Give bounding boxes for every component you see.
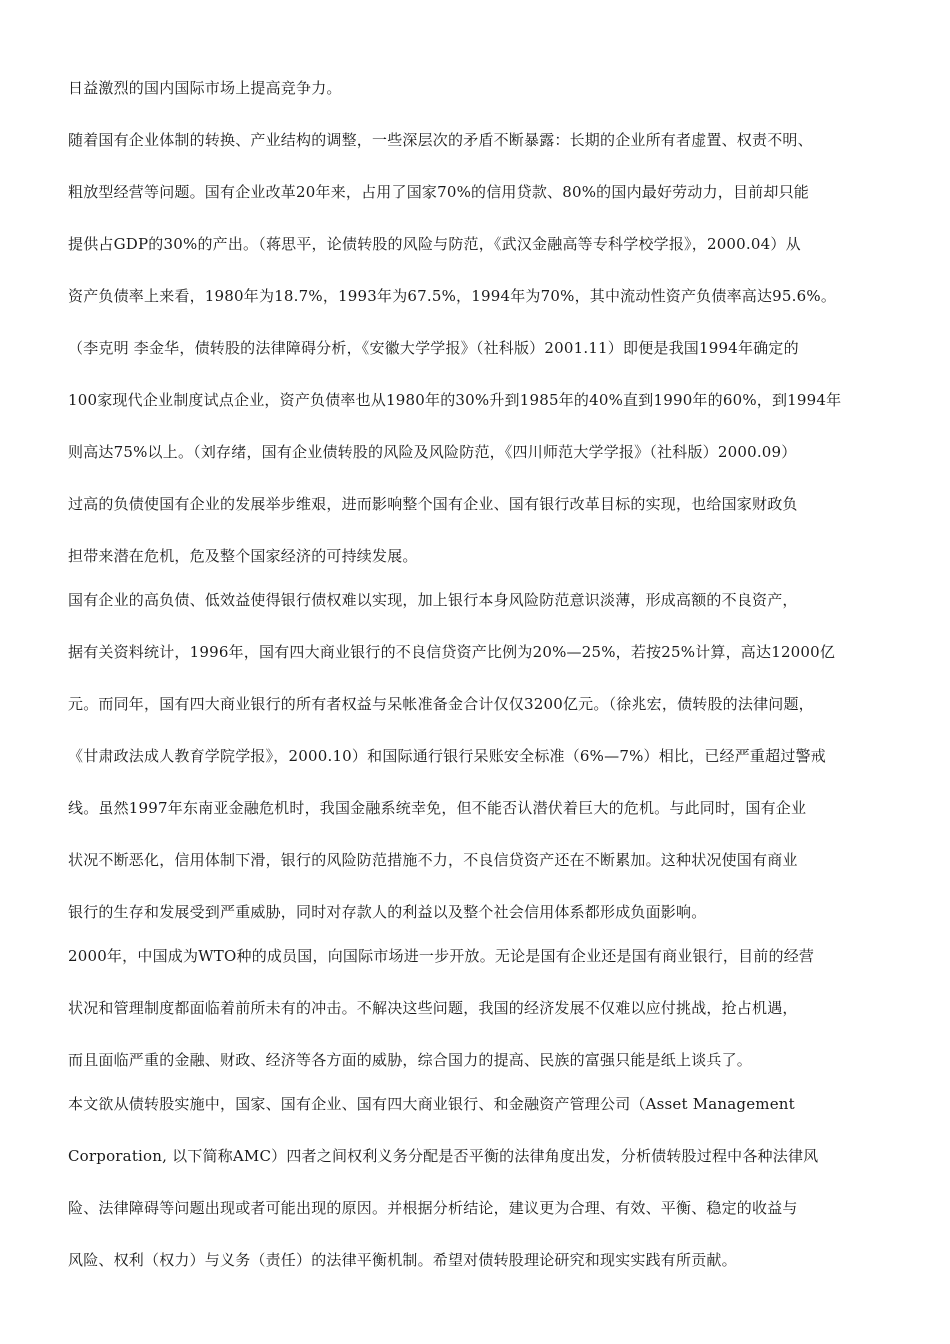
text-line: 线。虽然1997年东南亚金融危机时，我国金融系统幸免，但不能否认潜伏着巨大的危机。与此同时，国有企业: [68, 799, 807, 817]
text-line: 随着国有企业体制的转换、产业结构的调整，一些深层次的矛盾不断暴露：长期的企业所有者虚置、权责不明、: [68, 131, 813, 149]
text-line: 元。而同年，国有四大商业银行的所有者权益与呆帐准备金合计仅仅3200亿元。（徐兆宏，债转股的法律问题，: [68, 695, 814, 713]
text-line: 风险、权利（权力）与义务（责任）的法律平衡机制。希望对债转股理论研究和现实实践有所贡献。: [68, 1251, 737, 1269]
text-line: 2000年，中国成为WTO种的成员国，向国际市场进一步开放。无论是国有企业还是国有商业银行，目前的经营: [68, 947, 815, 965]
text-line: 资产负债率上来看，1980年为18.7%，1993年为67.5%，1994年为70%，其中流动性资产负债率高达95.6%。: [68, 287, 837, 305]
text-line: 100家现代企业制度试点企业，资产负债率也从1980年的30%升到1985年的40%直到1990年的60%，到1994年: [68, 391, 842, 409]
text-line: 据有关资料统计，1996年，国有四大商业银行的不良信贷资产比例为20%—25%，若按25%计算，高达12000亿: [68, 643, 836, 661]
text-line: Corporation, 以下简称AMC）四者之间权利义务分配是否平衡的法律角度出发，分析债转股过程中各种法律风: [68, 1147, 819, 1165]
text-line: 过高的负债使国有企业的发展举步维艰，进而影响整个国有企业、国有银行改革目标的实现，也给国家财政负: [68, 495, 798, 513]
text-line: 状况不断恶化，信用体制下滑，银行的风险防范措施不力，不良信贷资产还在不断累加。这种状况使国有商业: [68, 851, 798, 869]
text-line: 《甘肃政法成人教育学院学报》，2000.10）和国际通行银行呆账安全标准（6%—7%）相比，已经严重超过警戒: [68, 747, 826, 765]
text-line: 险、法律障碍等问题出现或者可能出现的原因。并根据分析结论，建议更为合理、有效、平衡、稳定的收益与: [68, 1199, 798, 1217]
text-line: 银行的生存和发展受到严重威胁，同时对存款人的利益以及整个社会信用体系都形成负面影响。: [68, 903, 707, 921]
text-line: 国有企业的高负债、低效益使得银行债权难以实现，加上银行本身风险防范意识淡薄，形成高额的不良资产，: [68, 591, 798, 609]
text-line: （李克明 李金华，债转股的法律障碍分析，《安徽大学学报》（社科版）2001.11）即便是我国1994年确定的: [68, 339, 799, 357]
text-line: 而且面临严重的金融、财政、经济等各方面的威胁，综合国力的提高、民族的富强只能是纸上谈兵了。: [68, 1051, 753, 1069]
text-line: 则高达75%以上。（刘存绪，国有企业债转股的风险及风险防范，《四川师范大学学报》（社科版）2000.09）: [68, 443, 797, 461]
text-line: 粗放型经营等问题。国有企业改革20年来，占用了国家70%的信用贷款、80%的国内最好劳动力，目前却只能: [68, 183, 809, 201]
text-line: 提供占GDP的30%的产出。（蒋思平，论债转股的风险与防范，《武汉金融高等专科学校学报》，2000.04）从: [68, 235, 801, 253]
text-line: 本文欲从债转股实施中，国家、国有企业、国有四大商业银行、和金融资产管理公司（Asset Management: [68, 1095, 795, 1113]
text-line: 状况和管理制度都面临着前所未有的冲击。不解决这些问题，我国的经济发展不仅难以应付挑战，抢占机遇，: [68, 999, 798, 1017]
text-line: 担带来潜在危机，危及整个国家经济的可持续发展。: [68, 547, 418, 565]
text-line: 日益激烈的国内国际市场上提高竞争力。: [68, 79, 342, 97]
